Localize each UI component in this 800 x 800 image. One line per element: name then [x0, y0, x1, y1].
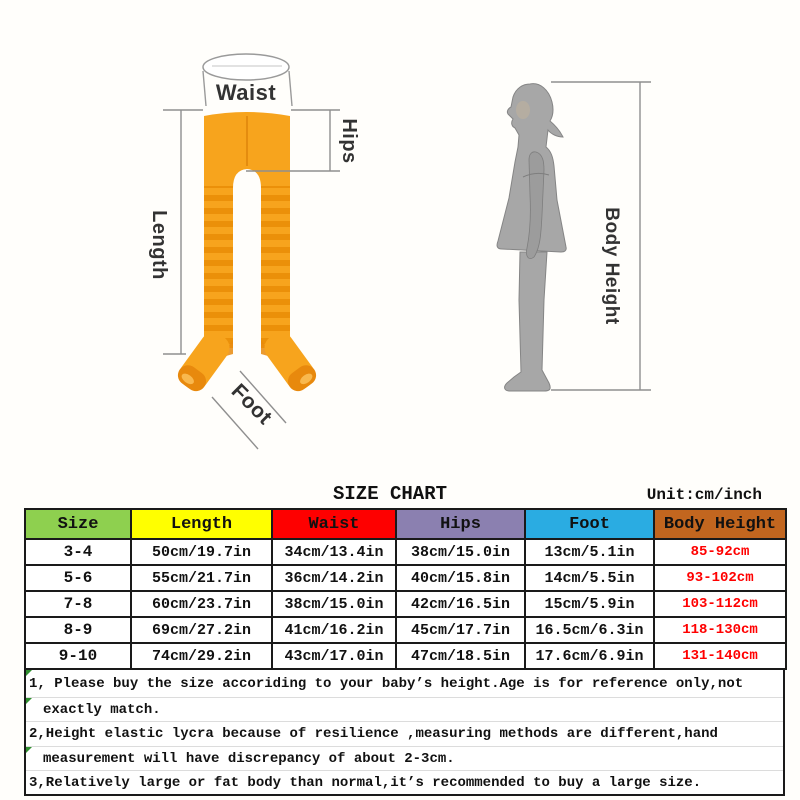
notes-panel	[24, 668, 785, 796]
note-text: exactly match.	[43, 701, 161, 718]
note-text: measurement will have discrepancy of about 2-3cm.	[43, 750, 455, 767]
table-row	[25, 643, 786, 669]
table-row	[25, 565, 786, 591]
waist-opening-ellipse	[203, 54, 289, 80]
cell-flag-icon	[26, 698, 32, 704]
waist-label: Waist	[215, 80, 277, 105]
hips-label: Hips	[338, 118, 360, 164]
cell-body-height: 93-102cm	[654, 565, 786, 591]
girl-face-tint	[516, 101, 530, 119]
cell-waist: 36cm/14.2in	[272, 565, 396, 591]
cell-hips: 40cm/15.8in	[396, 565, 525, 591]
cell-body-height: 103-112cm	[654, 591, 786, 617]
cell-size: 8-9	[25, 617, 131, 643]
column-header-size: Size	[25, 509, 131, 539]
note-line	[26, 670, 783, 697]
note-line	[26, 721, 783, 746]
table-row	[25, 539, 786, 565]
left-leg-stripes	[204, 186, 233, 348]
cell-length: 50cm/19.7in	[131, 539, 272, 565]
cell-hips: 45cm/17.7in	[396, 617, 525, 643]
note-line	[26, 770, 783, 794]
cell-flag-icon	[26, 670, 32, 676]
note-text: 1, Please buy the size accoriding to your baby’s height.Age is for reference only,not	[29, 675, 744, 692]
column-header-length: Length	[131, 509, 272, 539]
column-header-waist: Waist	[272, 509, 396, 539]
girl-silhouette	[497, 84, 566, 391]
cell-waist: 41cm/16.2in	[272, 617, 396, 643]
cell-body-height: 85-92cm	[654, 539, 786, 565]
body-height-label: Body Height	[601, 207, 622, 325]
cell-hips: 42cm/16.5in	[396, 591, 525, 617]
length-label: Length	[148, 210, 170, 280]
table-row	[25, 617, 786, 643]
cell-foot: 13cm/5.1in	[525, 539, 654, 565]
cell-length: 60cm/23.7in	[131, 591, 272, 617]
note-line	[26, 697, 783, 721]
waist-guide-left	[203, 71, 206, 106]
waist-guide-right	[289, 71, 292, 106]
cell-waist: 43cm/17.0in	[272, 643, 396, 669]
right-leg-stripes	[261, 186, 290, 348]
note-text: 2,Height elastic lycra because of resilience ,measuring methods are different,hand	[29, 726, 718, 742]
cell-size: 5-6	[25, 565, 131, 591]
column-header-hips: Hips	[396, 509, 525, 539]
cell-body-height: 118-130cm	[654, 617, 786, 643]
column-header-foot: Foot	[525, 509, 654, 539]
size-chart-table	[24, 508, 787, 670]
note-text: 3,Relatively large or fat body than normal,it’s recommended to buy a large size.	[29, 774, 702, 791]
cell-size: 3-4	[25, 539, 131, 565]
header-row	[25, 509, 786, 539]
cell-size: 7-8	[25, 591, 131, 617]
cell-length: 74cm/29.2in	[131, 643, 272, 669]
note-line	[26, 746, 783, 770]
tights-diagram	[174, 54, 320, 395]
foot-label: Foot	[226, 379, 277, 430]
table-row	[25, 591, 786, 617]
girl-legs	[505, 252, 551, 391]
cell-size: 9-10	[25, 643, 131, 669]
cell-hips: 38cm/15.0in	[396, 539, 525, 565]
cell-flag-icon	[26, 747, 32, 753]
cell-waist: 38cm/15.0in	[272, 591, 396, 617]
cell-hips: 47cm/18.5in	[396, 643, 525, 669]
cell-foot: 15cm/5.9in	[525, 591, 654, 617]
cell-length: 69cm/27.2in	[131, 617, 272, 643]
cell-length: 55cm/21.7in	[131, 565, 272, 591]
size-chart-title: SIZE CHART	[332, 483, 448, 505]
cell-foot: 17.6cm/6.9in	[525, 643, 654, 669]
column-header-body-height: Body Height	[654, 509, 786, 539]
body-height-bracket	[551, 82, 651, 390]
unit-label: Unit:cm/inch	[646, 486, 762, 504]
cell-body-height: 131-140cm	[654, 643, 786, 669]
cell-waist: 34cm/13.4in	[272, 539, 396, 565]
cell-foot: 16.5cm/6.3in	[525, 617, 654, 643]
cell-foot: 14cm/5.5in	[525, 565, 654, 591]
